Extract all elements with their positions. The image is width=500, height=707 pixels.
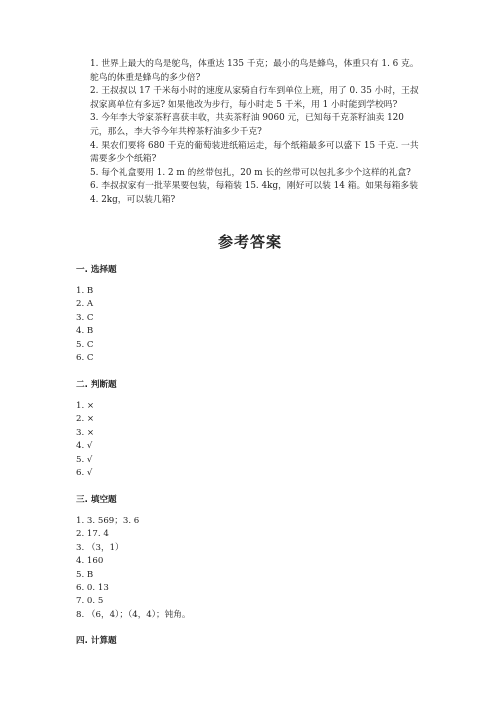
problem-2: 2. 王叔叔以 17 千米每小时的速度从家骑自行车到单位上班，用了 0. 35 小时，王叔叔家离单位有多远? 如果他改为步行，每小时走 5 千米，用 1 小时能到学校吗?: [90, 86, 419, 110]
list-item: 2. A: [76, 299, 94, 310]
fill-blank-answers: [76, 515, 190, 622]
list-item: 5. C: [76, 339, 94, 350]
list-item: 3. （3，1）: [76, 542, 124, 553]
section-heading-judgement: 二. 判断题: [76, 380, 117, 390]
problem-3: 3. 今年李大爷家茶籽喜获丰收，共卖茶籽油 9060 元，已知每千克茶籽油卖 120 元，那么，李大爷今年共榨茶籽油多少千克?: [90, 113, 404, 137]
list-item: 1. B: [76, 286, 94, 296]
list-item: 1. 3. 569；3. 6: [76, 516, 140, 526]
answer-key-title: 参考答案: [217, 233, 282, 251]
section-heading-fill-blank: 三. 填空题: [76, 495, 117, 505]
problem-4: 4. 果农们要将 680 千克的葡萄装进纸箱运走，每个纸箱最多可以盛下 15 千克. 一共需要多少个纸箱?: [90, 140, 419, 165]
section-heading-calculation: 四. 计算题: [76, 636, 117, 646]
list-item: 5. B: [76, 569, 94, 580]
list-item: 3. ×: [76, 427, 95, 438]
list-item: 4. 160: [76, 556, 104, 567]
problem-6: 6. 李叔叔家有一批苹果要包装，每箱装 15. 4kg，刚好可以装 14 箱。如果每箱多装 4. 2kg，可以装几箱?: [90, 181, 419, 205]
list-item: 7. 0. 5: [76, 596, 104, 607]
list-item: 8. （6，4）；（4，4）；钝角。: [76, 609, 191, 620]
problem-5: 5. 每个礼盒要用 1. 2 m 的丝带包扎，20 m 长的丝带可以包扎多少个这样的礼盒?: [90, 167, 411, 178]
list-item: 6. √: [76, 468, 93, 479]
problem-1: 1. 世界上最大的鸟是鸵鸟，体重达 135 千克；最小的鸟是蜂鸟，体重只有 1. 6 克。鸵鸟的体重是蜂鸟的多少倍?: [90, 59, 419, 83]
list-item: 4. B: [76, 326, 94, 337]
list-item: 4. √: [76, 441, 93, 452]
list-item: 1. ×: [76, 401, 95, 411]
list-item: 2. 17. 4: [76, 529, 109, 540]
word-problems: [90, 58, 420, 208]
list-item: 6. C: [76, 353, 94, 364]
judgement-answers: [76, 400, 94, 480]
list-item: 6. 0. 13: [76, 583, 109, 594]
list-item: 3. C: [76, 312, 94, 323]
choice-answers: [76, 285, 94, 365]
section-heading-choice: 一. 选择题: [76, 265, 117, 275]
list-item: 5. √: [76, 454, 93, 465]
list-item: 2. ×: [76, 414, 95, 425]
